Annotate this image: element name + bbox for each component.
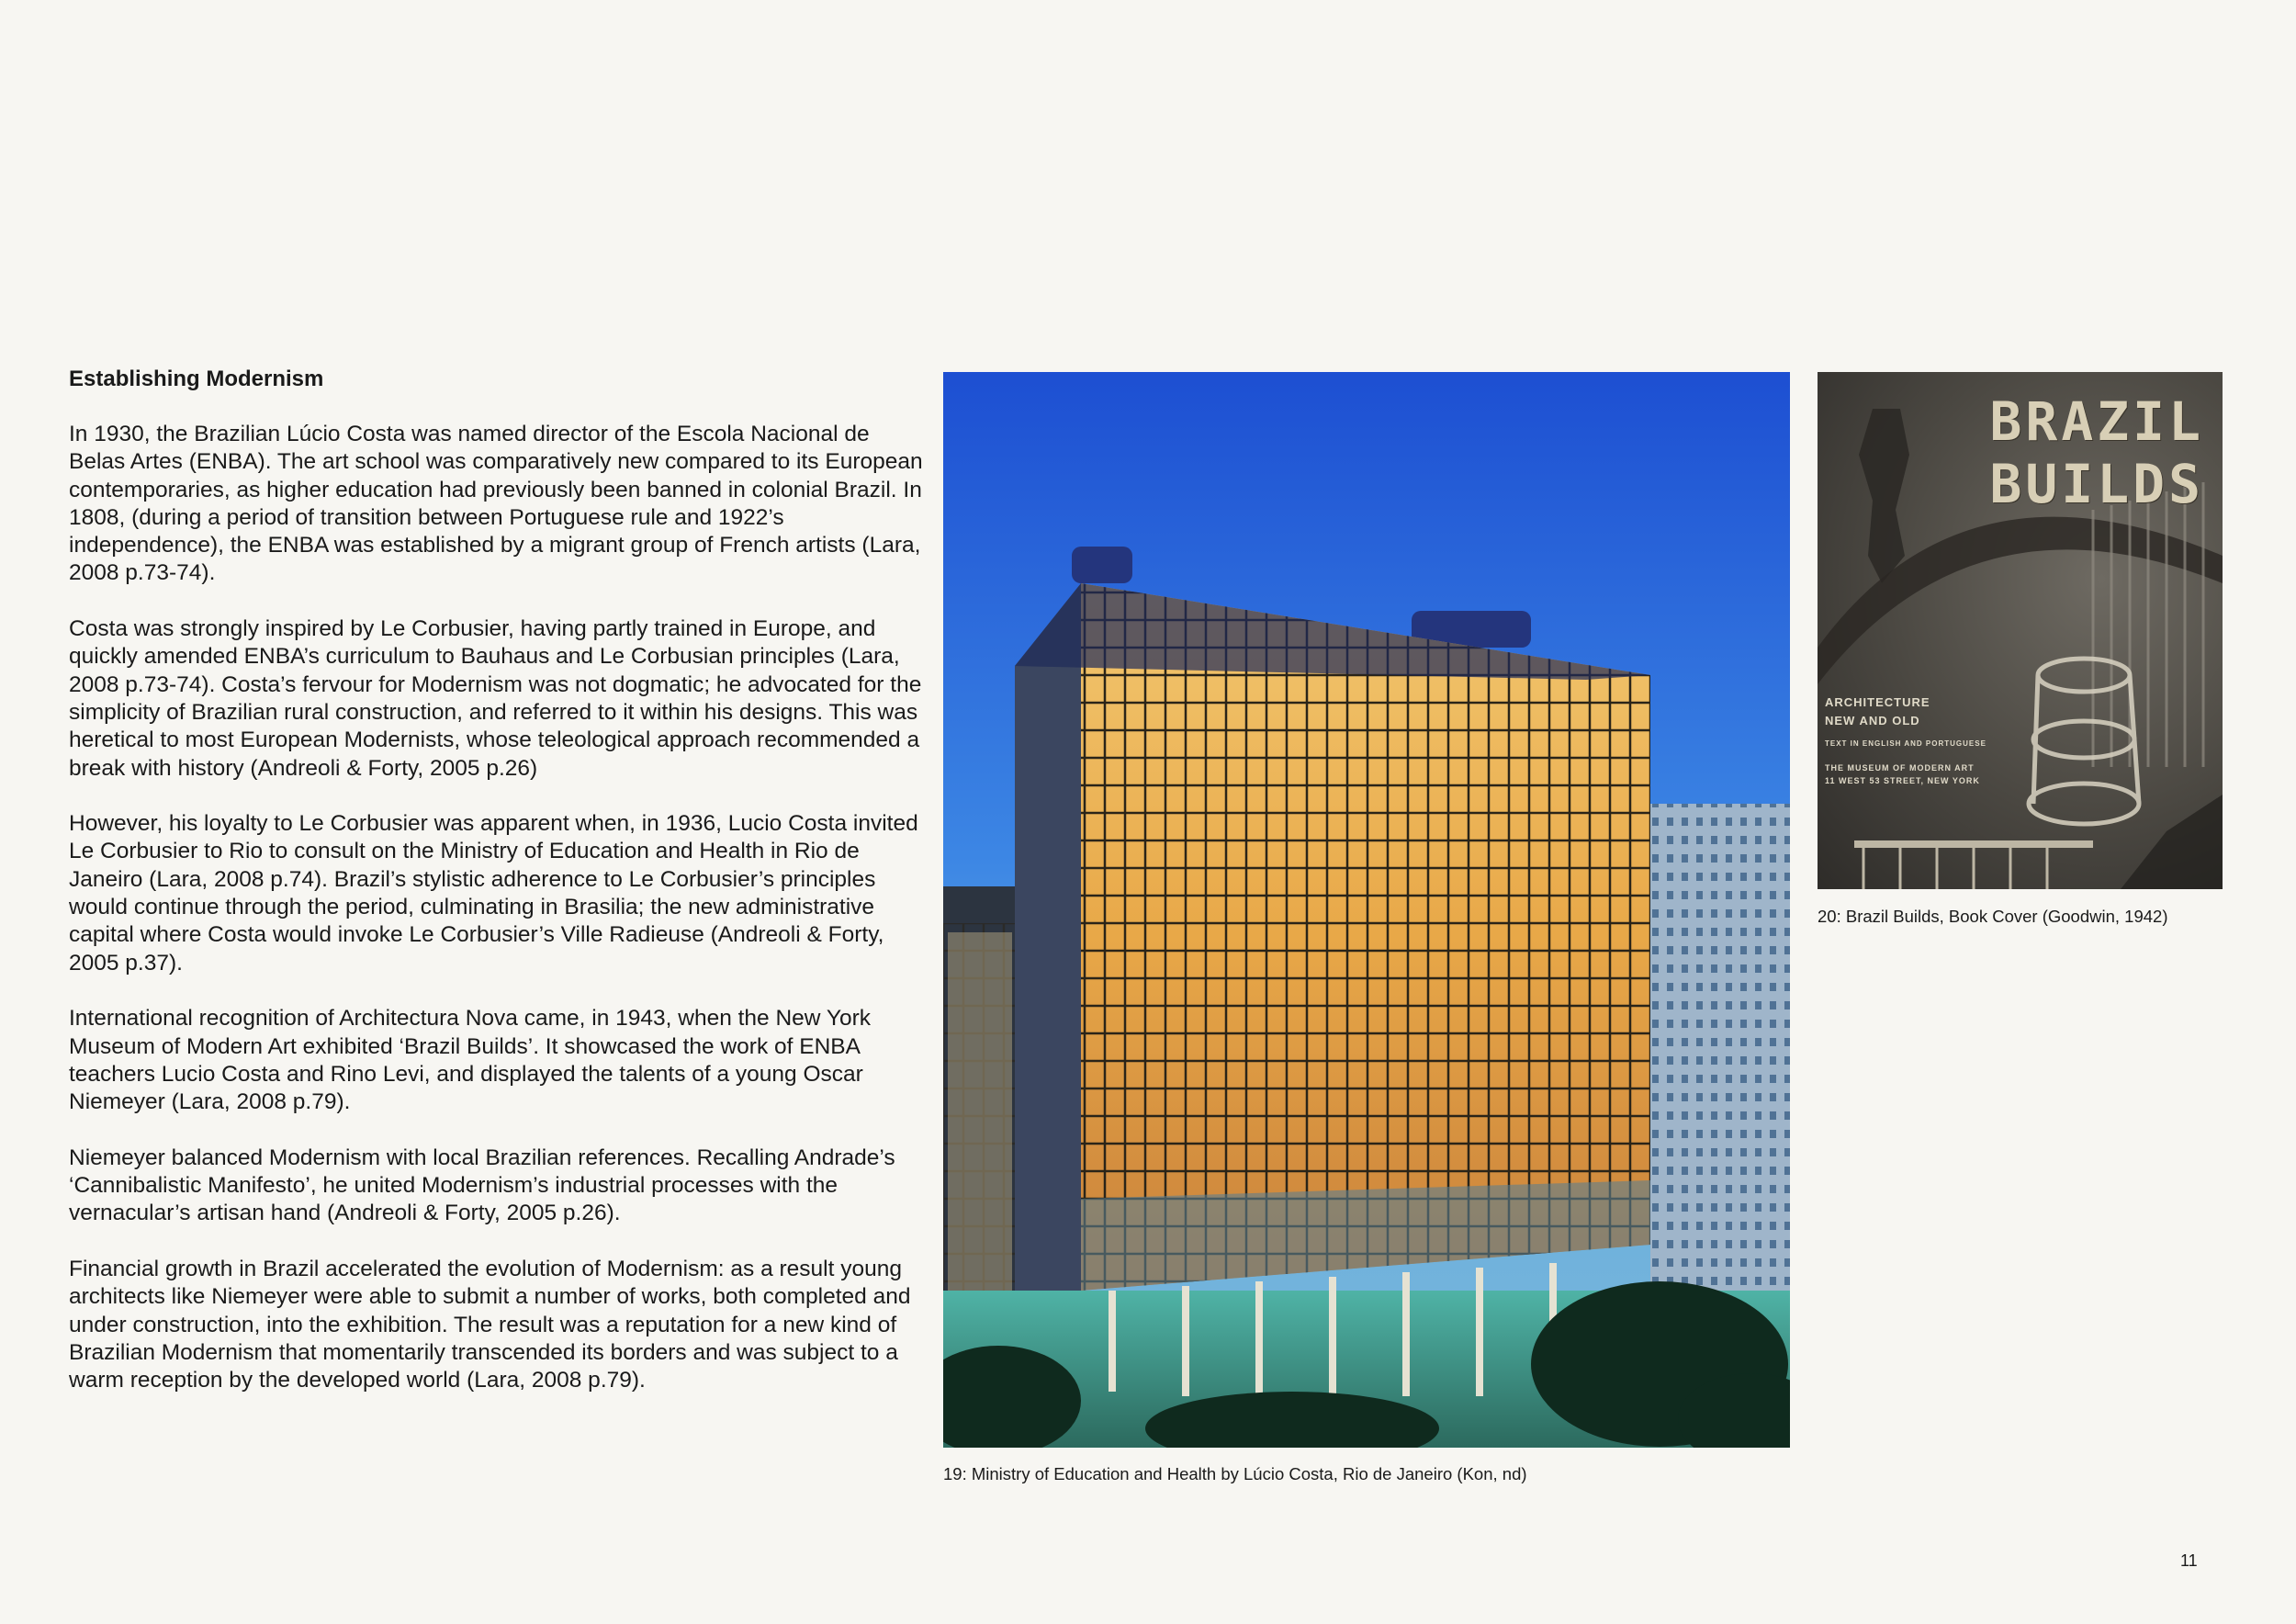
cover-subtitle-3: TEXT IN ENGLISH AND PORTUGUESE (1825, 739, 1986, 748)
cover-subtitle-1: ARCHITECTURE (1825, 695, 1930, 709)
cover-subtitle-4: THE MUSEUM OF MODERN ART (1825, 763, 1975, 773)
paragraph-6: Financial growth in Brazil accelerated the evolution of Modernism: as a result young architects like Niemeyer were able to submit a number of works, both completed and under construction, into the exhibition. The result was a reputation for a new kind of Brazilian Modernism that momentarily transcended its borders and was subject to a warm reception by the developed world (Lara, 2008 p.79). (69, 1256, 911, 1393)
page-number: 11 (2180, 1551, 2198, 1570)
paragraph-2: Costa was strongly inspired by Le Corbusier, having partly trained in Europe, and quickly amended ENBA’s curriculum to Bauhaus and Le Corbusian principles (Lara, 2008 p.73-74). Costa’s fervour for Modernism was not dogmatic; he advocated for the simplicity of Brazilian rural construction, and referred to it within his designs. This was heretical to most European Modernists, whose teleological approach recommended a break with history (Andreoli & Forty, 2005 p.26) (69, 616, 922, 781)
ministry-building-photo (943, 372, 1790, 1448)
ministry-building-illustration (943, 372, 1790, 1448)
section-heading: Establishing Modernism (69, 367, 324, 391)
cover-subtitle-2: NEW AND OLD (1825, 714, 1920, 727)
cover-subtitle-5: 11 WEST 53 STREET, NEW YORK (1825, 776, 1980, 785)
article-column (69, 366, 923, 1423)
cover-title-line-2: BUILDS (1989, 453, 2204, 515)
paragraph-5: Niemeyer balanced Modernism with local Brazilian references. Recalling Andrade’s ‘Cannibalistic Manifesto’, he united Modernism’s industrial processes with the vernacular’s artisan hand (Andreoli & Forty, 2005 p.26). (69, 1145, 895, 1226)
cover-title-line-1: BRAZIL (1989, 390, 2204, 453)
figure-19-caption: 19: Ministry of Education and Health by Lúcio Costa, Rio de Janeiro (Kon, nd) (943, 1464, 1527, 1483)
paragraph-4: International recognition of Architectura Nova came, in 1943, when the New York Museum of Modern Art exhibited ‘Brazil Builds’. It showcased the work of ENBA teachers Lucio Costa and Rino Levi, and displayed the talents of a young Oscar Niemeyer (Lara, 2008 p.79). (69, 1006, 871, 1115)
figure-20-caption: 20: Brazil Builds, Book Cover (Goodwin, 1942) (1818, 907, 2168, 926)
paragraph-3: However, his loyalty to Le Corbusier was apparent when, in 1936, Lucio Costa invited Le Corbusier to Rio to consult on the Ministry of Education and Health in Rio de Janeiro (Lara, 2008 p.74). Brazil’s stylistic adherence to Le Corbusier’s principles would continue through the period, culminating in Brasilia; the new administrative capital where Costa would invoke Le Corbusier’s Ville Radieuse (Andreoli & Forty, 2005 p.37). (69, 811, 918, 976)
paragraph-1: In 1930, the Brazilian Lúcio Costa was named director of the Escola Nacional de Belas Artes (ENBA). The art school was comparatively new compared to its European contemporaries, as higher education had previously been banned in colonial Brazil. In 1808, (during a period of transition between Portuguese rule and 1922’s independence), the ENBA was established by a migrant group of French artists (Lara, 2008 p.73-74). (69, 422, 923, 586)
brazil-builds-book-cover (1818, 372, 2223, 889)
